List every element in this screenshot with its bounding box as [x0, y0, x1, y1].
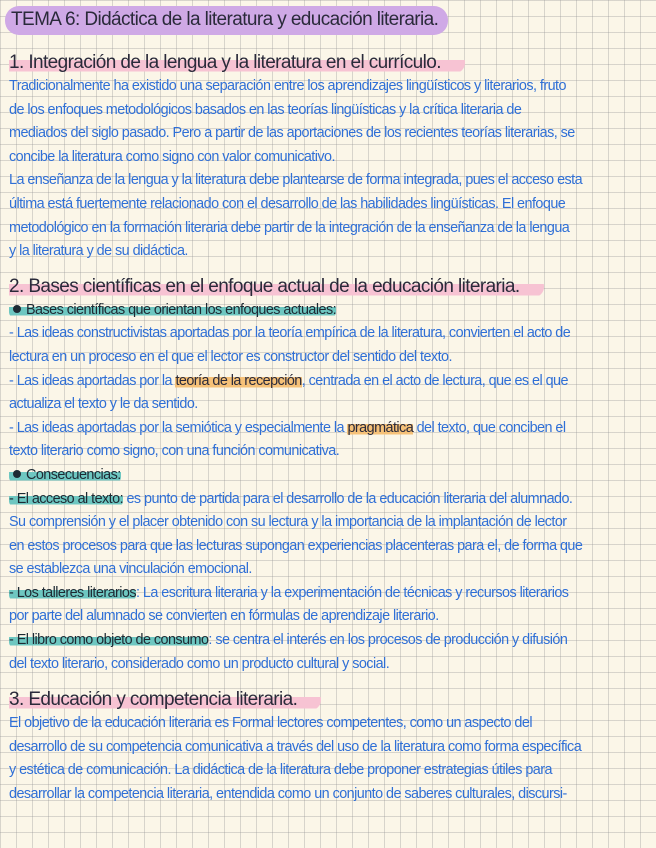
s2-line: - Las ideas aportadas por la teoría de la recepción, centrada en el acto de lectura, que es el que [9, 372, 568, 389]
term-highlight: - Los talleres literarios [9, 584, 137, 601]
s1-line: última está fuertemente relacionado con el desarrollo de las habilidades lingüísticas. El enfoque [9, 195, 566, 212]
keyword-highlight: pragmática [347, 419, 414, 436]
section-1-body [9, 75, 649, 264]
s2-line: - El acceso al texto: es punto de partida para el desarrollo de la educación literaria del alumnado. [9, 490, 573, 507]
s1-line: metodológico en la formación literaria debe partir de la integración de la enseñanza de la lengua [9, 219, 570, 236]
bullet-item [9, 464, 649, 488]
s1-line: y la literatura y de su didáctica. [9, 243, 188, 260]
term-highlight: - El libro como objeto de consumo [9, 632, 209, 649]
s2-line: del texto literario, considerado como un producto cultural y social. [9, 655, 390, 672]
s2-line: por parte del alumnado se convierten en fórmulas de aprendizaje literario. [9, 608, 439, 625]
section-2-body [9, 299, 649, 677]
term-highlight: - El acceso al texto: [9, 490, 124, 507]
section-3-body [9, 712, 649, 806]
bullet-icon [13, 470, 21, 478]
s2-line: se establezca una vinculación emocional. [9, 561, 252, 578]
s3-line: El objetivo de la educación literaria es Formal lectores competentes, como un aspecto del [9, 715, 532, 732]
section-1-heading [9, 51, 649, 75]
keyword-highlight: teoría de la recepción [175, 372, 302, 389]
s1-line: mediados del siglo pasado. Pero a partir de las aportaciones de los recientes teorías literarias, se [9, 125, 575, 142]
s3-line: desarrollo de su competencia comunicativa a través del uso de la literatura como forma específica [9, 738, 582, 755]
bullet-label: Consecuencias: [26, 466, 121, 483]
s2-line: texto literario como signo, con una función comunicativa. [9, 443, 340, 460]
s1-line: La enseñanza de la lengua y la literatura debe plantearse de forma integrada, pues el acceso esta [9, 172, 583, 189]
section-3-heading [9, 688, 649, 712]
s3-line: y estética de comunicación. La didáctica de la literatura debe proponer estrategias útiles para [9, 762, 552, 779]
notes-page [9, 6, 649, 807]
s1-line: concibe la literatura como signo con valor comunicativo. [9, 148, 335, 165]
bullet-label: Bases científicas que orientan los enfoques actuales: [26, 301, 337, 318]
section-2-heading [9, 275, 649, 299]
s2-line: - Las ideas aportadas por la semiótica y especialmente la pragmática del texto, que conciben el [9, 419, 566, 436]
section-2-heading-text: 2. Bases científicas en el enfoque actual de la educación literaria. [9, 276, 544, 297]
section-1-heading-text: 1. Integración de la lengua y la literatura en el currículo. [9, 52, 465, 73]
s2-line: - Los talleres literarios: La escritura literaria y la experimentación de técnicas y recursos literarios [9, 584, 569, 601]
s2-line: - Las ideas constructivistas aportadas por la teoría empírica de la literatura, convierten el acto de [9, 325, 571, 342]
bullet-item [9, 299, 649, 323]
section-3-heading-text: 3. Educación y competencia literaria. [9, 689, 321, 710]
s1-line: Tradicionalmente ha existido una separación entre los aprendizajes lingüísticos y literarios, fruto [9, 78, 566, 94]
page-title: TEMA 6: Didáctica de la literatura y educación literaria. [5, 6, 448, 35]
s3-line: desarrollar la competencia literaria, entendida como un conjunto de saberes culturales, discursi- [9, 786, 567, 803]
s2-line: lectura en un proceso en el que el lector es constructor del sentido del texto. [9, 348, 452, 365]
bullet-icon [13, 305, 21, 313]
s1-line: de los enfoques metodológicos basados en las teorías lingüísticas y la crítica literaria de [9, 101, 522, 118]
s2-line: en estos procesos para que las lecturas supongan experiencias placenteras para el, de forma que [9, 537, 583, 554]
s2-line: - El libro como objeto de consumo: se centra el interés en los procesos de producción y difusión [9, 632, 568, 649]
s2-line: Su comprensión y el placer obtenido con su lectura y la importancia de la implantación de lector [9, 514, 567, 531]
s2-line: actualiza el texto y le da sentido. [9, 396, 198, 413]
